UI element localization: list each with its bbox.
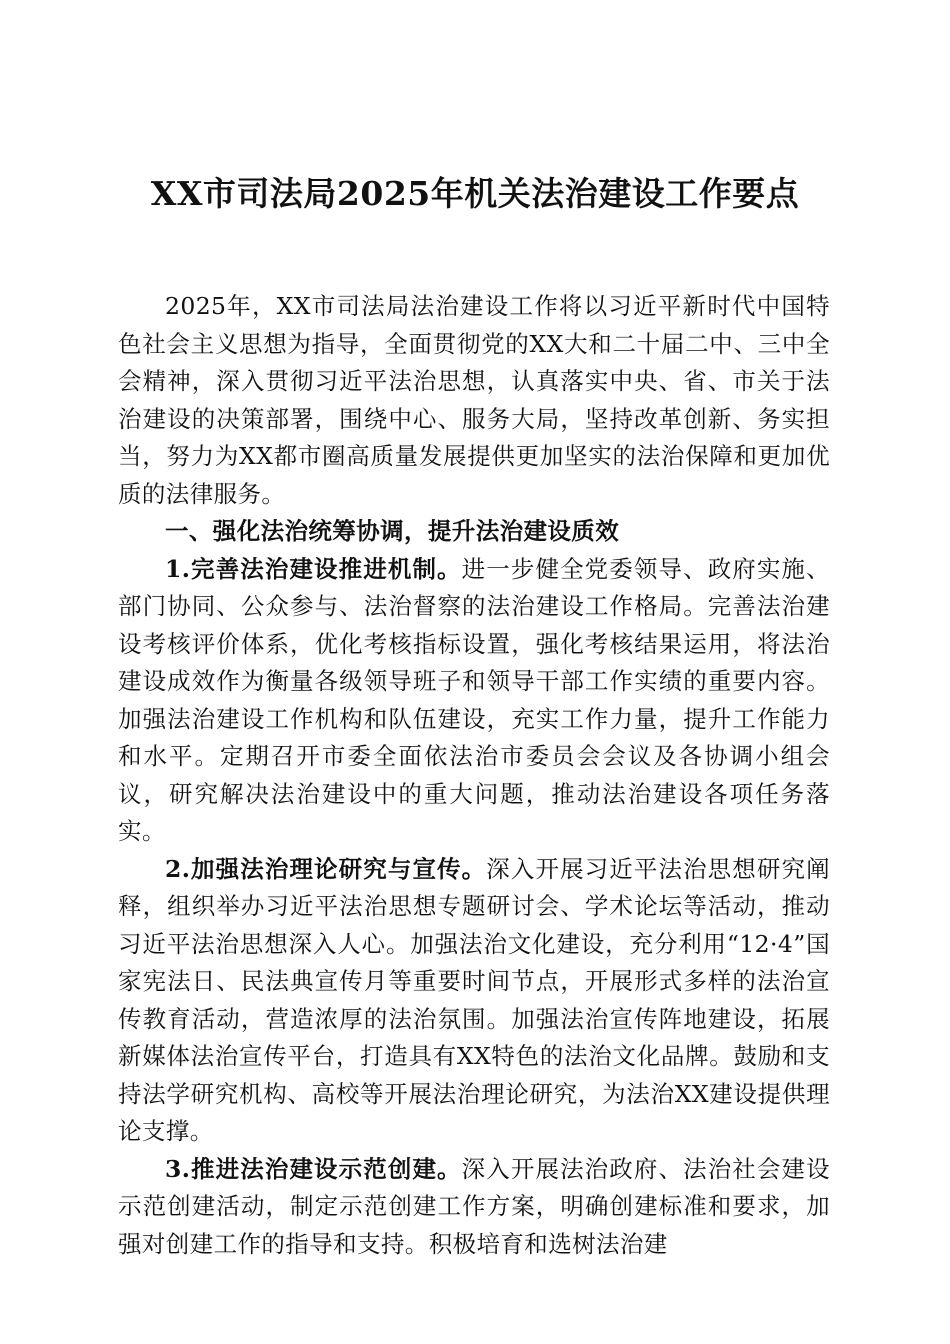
item-paragraph-2	[118, 851, 830, 1151]
document-title: XX市司法局2025年机关法治建设工作要点	[150, 174, 800, 213]
item-lead-2: 2.加强法治理论研究与宣传。	[165, 854, 487, 883]
item-text-3: 深入开展法治政府、法治社会建设示范创建活动，制定示范创建工作方案，明确创建标准和要求，加强对创建工作的指导和支持。积极培育和选树法治建	[118, 1154, 831, 1258]
item-paragraph-1	[118, 551, 830, 851]
item-text-1: 进一步健全党委领导、政府实施、部门协同、公众参与、法治督察的法治建设工作格局。完善法治建设考核评价体系，优化考核指标设置，强化考核结果运用，将法治建设成效作为衡量各级领导班子和领导干部工作实绩的重要内容。加强法治建设工作机构和队伍建设，充实工作力量，提升工作能力和水平。定期召开市委全面依法治市委员会会议及各协调小组会议，研究解决法治建设中的重大问题，推动法治建设各项任务落实。	[118, 554, 831, 845]
item-text-2: 深入开展习近平法治思想研究阐释，组织举办习近平法治思想专题研讨会、学术论坛等活动，推动习近平法治思想深入人心。加强法治文化建设，充分利用“12·4”国家宪法日、民法典宣传月等重要时间节点，开展形式多样的法治宣传教育活动，营造浓厚的法治氛围。加强法治宣传阵地建设，拓展新媒体法治宣传平台，打造具有XX特色的法治文化品牌。鼓励和支持法学研究机构、高校等开展法治理论研究，为法治XX建设提供理论支撑。	[118, 854, 830, 1145]
section-heading-1: 一、强化法治统筹协调，提升法治建设质效	[165, 517, 620, 545]
intro-paragraph: 2025年，XX市司法局法治建设工作将以习近平新时代中国特色社会主义思想为指导，全面贯彻党的XX大和二十届二中、三中全会精神，深入贯彻习近平法治思想，认真落实中央、省、市关于法治建设的决策部署，围绕中心、服务大局，坚持改革创新、务实担当，努力为XX都市圈高质量发展提供更加坚实的法治保障和更加优质的法律服务。	[118, 292, 830, 508]
document-body	[118, 288, 830, 1263]
item-lead-1: 1.完善法治建设推进机制。	[165, 554, 462, 583]
item-lead-3: 3.推进法治建设示范创建。	[165, 1154, 462, 1183]
item-paragraph-3	[118, 1151, 830, 1264]
